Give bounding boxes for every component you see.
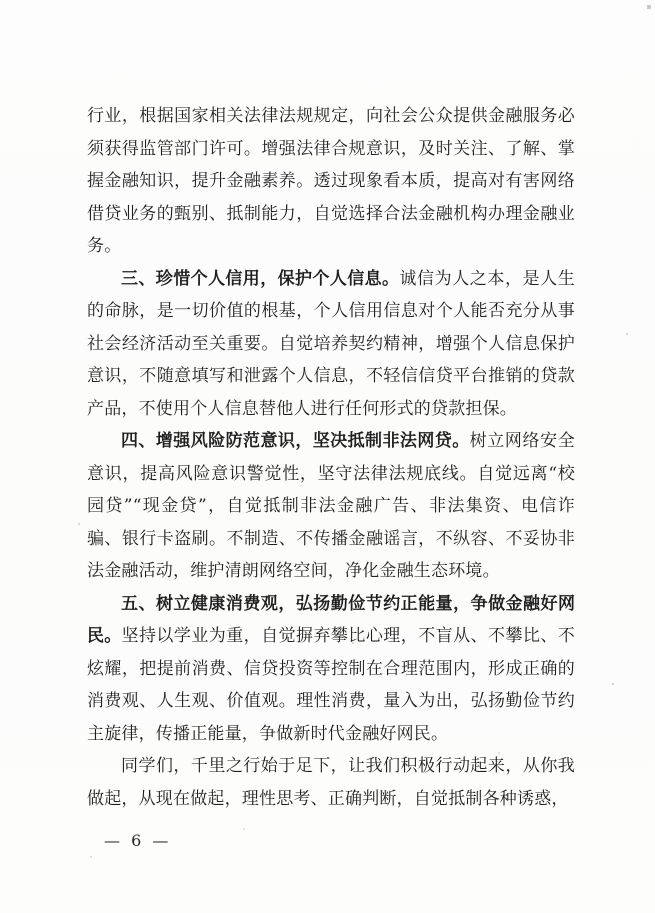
paragraph-section-4 (87, 425, 575, 588)
paragraph-closing (87, 750, 575, 815)
page-number: — 6 — (104, 831, 172, 850)
scan-noise-speckles (0, 0, 2, 2)
paragraph-body: 诚信为人之本，是人生的命脉，是一切价值的根基，个人信用信息对个人能否充分从事社会经济活动至关重要。自觉培养契约精神，增强个人信息保护意识，不随意填写和泄露个人信息，不轻信信贷平台推销的贷款产品，不使用个人信息替他人进行任何形式的贷款担保。 (87, 268, 576, 419)
section-5-heading: 五、树立健康消费观，弘扬勤俭节约正能量，争做金融好网民。 (87, 593, 575, 646)
paragraph-body: 行业，根据国家相关法律法规规定，向社会公众提供金融服务必须获得监管部门许可。增强法律合规意识，及时关注、了解、掌握金融知识，提升金融素养。透过现象看本质，提高对有害网络借贷业务的甄别、抵制能力，自觉选择合法金融机构办理金融业务。 (87, 106, 575, 256)
paragraph-body: 同学们，千里之行始于足下，让我们积极行动起来，从你我做起，从现在做起，理性思考、正确判断，自觉抵制各种诱惑， (87, 756, 575, 809)
paragraph-section-3 (87, 263, 575, 426)
paragraph-body: 树立网络安全意识，提高风险意识警觉性，坚守法律法规底线。自觉远离“校园贷”“现金贷”，自觉抵制非法金融广告、非法集资、电信诈骗、银行卡盗刷。不制造、不传播金融谣言，不纵容、不妥协非法金融活动，维护清朗网络空间，净化金融生态环境。 (87, 431, 575, 581)
section-4-heading: 四、增强风险防范意识，坚决抵制非法网贷。 (121, 431, 470, 451)
document-body-text (87, 100, 575, 815)
section-3-heading: 三、珍惜个人信用，保护个人信息。 (121, 268, 400, 289)
paragraph-continuation (87, 100, 575, 263)
paragraph-section-5 (87, 588, 575, 751)
paragraph-body: 坚持以学业为重，自觉摒弃攀比心理，不盲从、不攀比、不炫耀，把提前消费、信贷投资等控制在合理范围内，形成正确的消费观、人生观、价值观。理性消费，量入为出，弘扬勤俭节约主旋律，传播正能量，争做新时代金融好网民。 (87, 626, 576, 744)
